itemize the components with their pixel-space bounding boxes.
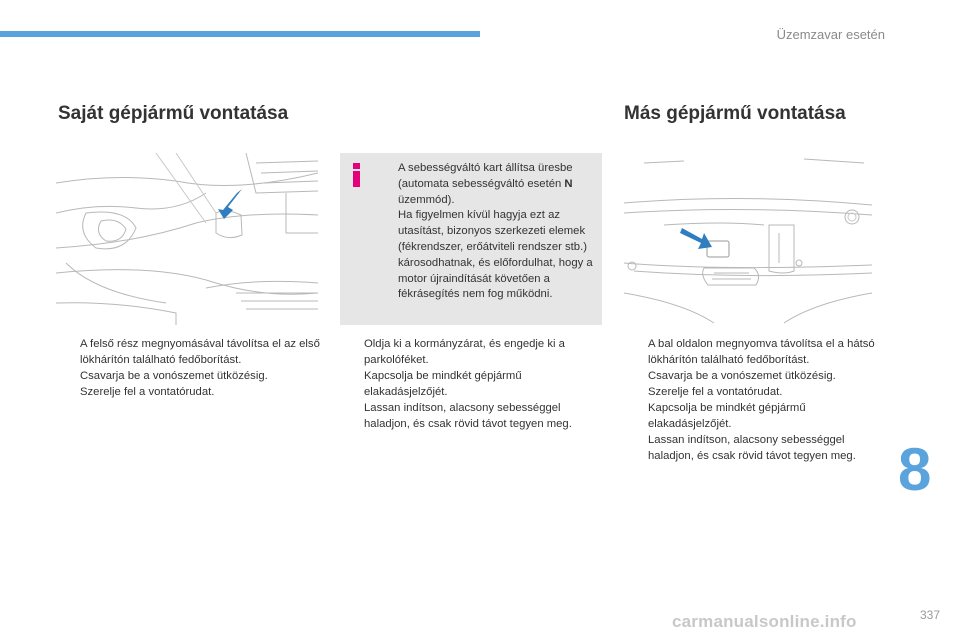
left-instructions (58, 336, 328, 400)
list-item: Lassan indítson, alacsony sebességgel haladjon, és csak rövid távot tegyen meg. (648, 434, 856, 462)
list-item: Csavarja be a vonószemet ütközésig. (648, 370, 836, 382)
page-number: 337 (919, 608, 940, 622)
front-arrow-icon (218, 189, 242, 219)
section-label: Üzemzavar esetén (776, 27, 885, 42)
info-box (340, 153, 602, 325)
top-accent-bar (0, 31, 480, 37)
info-line-1-bold: N (564, 177, 573, 190)
info-line-1-post: üzemmód). (398, 193, 455, 206)
rear-bumper-illustration (624, 153, 872, 325)
info-icon (352, 163, 362, 187)
list-item: Szerelje fel a vontatórudat. (80, 386, 215, 398)
list-item: A bal oldalon megnyomva távolítsa el a hátsó lökhárítón található fedőborítást. (648, 338, 875, 366)
list-item: Lassan indítson, alacsony sebességgel haladjon, és csak rövid távot tegyen meg. (364, 402, 572, 430)
info-warning: Ha figyelmen kívül hagyja ezt az utasítást, bizonyos szerkezeti elemek (fékrendszer, erőátviteli rendszer stb.) károsodhatnak, és előfordulhat, hogy a motor újraindítását követően a fékrásegítés nem fog működni. (398, 209, 593, 301)
list-item: Kapcsolja be mindkét gépjármű elakadásjelzőjét. (648, 402, 806, 430)
list-item: Oldja ki a kormányzárat, és engedje ki a parkolóféket. (364, 338, 565, 366)
rear-arrow-icon (680, 228, 712, 249)
list-item: A felső rész megnyomásával távolítsa el az első lökhárítón található fedőborítást. (80, 338, 320, 366)
info-line-1-pre: A sebességváltó kart állítsa üresbe (automata sebességváltó esetén (398, 162, 573, 190)
right-section-title: Más gépjármű vontatása (624, 103, 846, 124)
middle-instructions (342, 336, 604, 432)
chapter-number: 8 (898, 436, 932, 503)
info-text (374, 161, 598, 303)
right-instructions (626, 336, 890, 464)
list-item: Szerelje fel a vontatórudat. (648, 386, 783, 398)
watermark: carmanualsonline.info (672, 612, 857, 631)
list-item: Kapcsolja be mindkét gépjármű elakadásjelzőjét. (364, 370, 522, 398)
list-item: Csavarja be a vonószemet ütközésig. (80, 370, 268, 382)
left-section-title: Saját gépjármű vontatása (58, 103, 289, 124)
front-bumper-illustration (56, 153, 318, 325)
